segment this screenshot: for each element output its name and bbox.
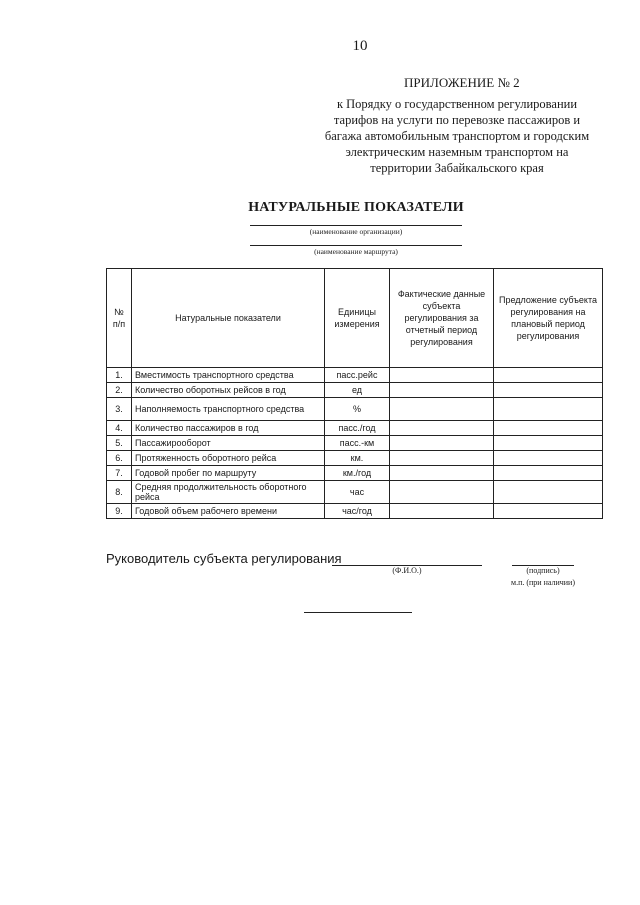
row-actual-cell[interactable] — [390, 436, 494, 451]
table-row — [107, 451, 603, 466]
row-indicator: Наполняемость транспортного средства — [132, 398, 325, 421]
row-proposal-cell[interactable] — [494, 451, 603, 466]
header-unit: Единицы измерения — [325, 269, 390, 368]
header-actual: Фактические данные субъекта регулирования за отчетный период регулирования — [390, 269, 494, 368]
row-num: 6. — [107, 451, 132, 466]
row-proposal-cell[interactable] — [494, 368, 603, 383]
row-proposal-cell[interactable] — [494, 466, 603, 481]
header-indicator: Натуральные показатели — [132, 269, 325, 368]
document-title: НАТУРАЛЬНЫЕ ПОКАЗАТЕЛИ — [248, 200, 464, 215]
row-indicator: Годовой пробег по маршруту — [132, 466, 325, 481]
table-row — [107, 368, 603, 383]
table-row — [107, 481, 603, 504]
row-indicator: Средняя продолжительность оборотного рейса — [132, 481, 325, 504]
header-num: № п/п — [107, 269, 132, 368]
row-unit: пасс.рейс — [325, 368, 390, 383]
table-row — [107, 466, 603, 481]
row-num: 5. — [107, 436, 132, 451]
header-proposal: Предложение субъекта регулирования на плановый период регулирования — [494, 269, 603, 368]
route-line — [250, 245, 462, 246]
table-row — [107, 398, 603, 421]
row-proposal-cell[interactable] — [494, 421, 603, 436]
bottom-divider — [304, 612, 412, 613]
row-indicator: Годовой объем рабочего времени — [132, 504, 325, 519]
row-proposal-cell[interactable] — [494, 383, 603, 398]
organization-line — [250, 225, 462, 226]
row-num: 1. — [107, 368, 132, 383]
table-row — [107, 383, 603, 398]
row-unit: ед — [325, 383, 390, 398]
row-num: 9. — [107, 504, 132, 519]
row-proposal-cell[interactable] — [494, 481, 603, 504]
row-num: 7. — [107, 466, 132, 481]
row-unit: км./год — [325, 466, 390, 481]
table-row — [107, 421, 603, 436]
row-indicator: Пассажирооборот — [132, 436, 325, 451]
row-unit: пасс./год — [325, 421, 390, 436]
row-num: 2. — [107, 383, 132, 398]
row-proposal-cell[interactable] — [494, 504, 603, 519]
row-proposal-cell[interactable] — [494, 436, 603, 451]
row-unit: км. — [325, 451, 390, 466]
table-header-row — [107, 269, 603, 368]
table-row — [107, 504, 603, 519]
signature-caption: (подпись) — [526, 566, 560, 575]
stamp-caption: м.п. (при наличии) — [511, 578, 575, 587]
row-indicator: Протяженность оборотного рейса — [132, 451, 325, 466]
organization-caption: (наименование организации) — [309, 227, 403, 236]
row-num: 8. — [107, 481, 132, 504]
appendix-title: ПРИЛОЖЕНИЕ № 2 — [404, 75, 520, 90]
route-caption: (наименование маршрута) — [314, 247, 398, 256]
row-indicator: Количество пассажиров в год — [132, 421, 325, 436]
row-num: 4. — [107, 421, 132, 436]
indicators-table — [106, 268, 603, 519]
signer-label: Руководитель субъекта регулирования — [106, 551, 342, 566]
row-num: 3. — [107, 398, 132, 421]
row-unit: час — [325, 481, 390, 504]
table-row — [107, 436, 603, 451]
row-actual-cell[interactable] — [390, 383, 494, 398]
row-actual-cell[interactable] — [390, 504, 494, 519]
row-actual-cell[interactable] — [390, 466, 494, 481]
row-actual-cell[interactable] — [390, 398, 494, 421]
row-actual-cell[interactable] — [390, 421, 494, 436]
appendix-description: к Порядку о государственном регулировании тарифов на услуги по перевозке пассажиров и багажа автомобильным транспортом и городским электрическим наземным транспортом на территории Забайкальского края — [324, 97, 590, 175]
row-proposal-cell[interactable] — [494, 398, 603, 421]
row-unit: час/год — [325, 504, 390, 519]
row-actual-cell[interactable] — [390, 481, 494, 504]
row-unit: пасс.-км — [325, 436, 390, 451]
page-number: 10 — [352, 38, 368, 54]
row-indicator: Количество оборотных рейсов в год — [132, 383, 325, 398]
fio-caption: (Ф.И.О.) — [392, 566, 422, 575]
row-indicator: Вместимость транспортного средства — [132, 368, 325, 383]
row-actual-cell[interactable] — [390, 451, 494, 466]
row-unit: % — [325, 398, 390, 421]
row-actual-cell[interactable] — [390, 368, 494, 383]
